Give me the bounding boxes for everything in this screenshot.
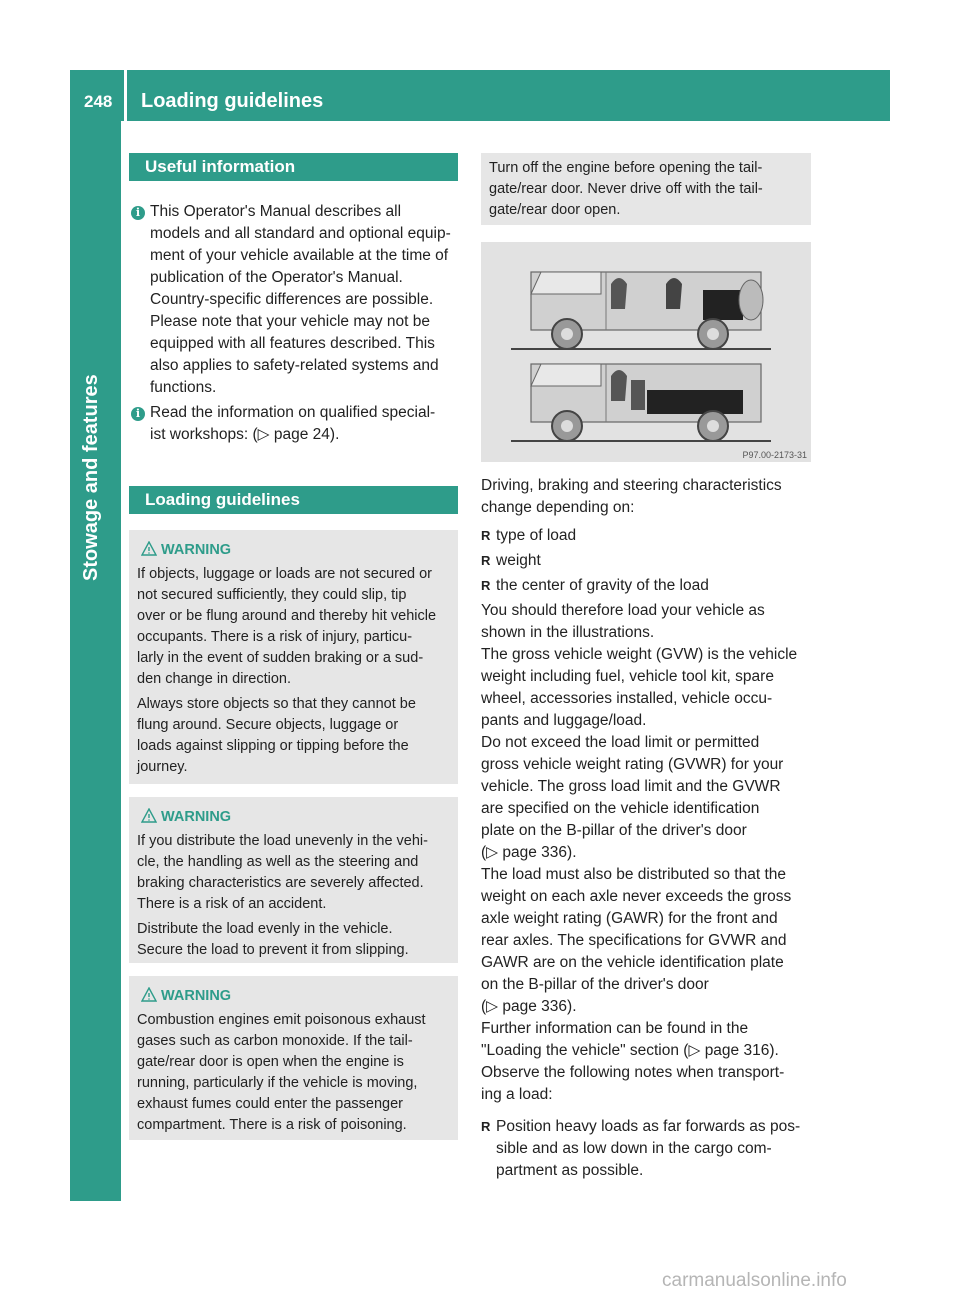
text-line: on the B-pillar of the driver's door bbox=[481, 976, 709, 993]
warning-triangle-icon bbox=[141, 808, 157, 824]
text-line: den change in direction. bbox=[137, 671, 291, 687]
watermark: carmanualsonline.info bbox=[662, 1270, 847, 1291]
vehicle-loading-diagram bbox=[481, 242, 811, 462]
warning-title: WARNING bbox=[161, 988, 232, 1004]
chapter-side-tab[interactable] bbox=[70, 121, 121, 1201]
text-line: plate on the B-pillar of the driver's door bbox=[481, 822, 747, 839]
page-number: 248 bbox=[84, 92, 113, 111]
warning-heading bbox=[137, 540, 450, 560]
text-line: axle weight rating (GAWR) for the front and bbox=[481, 910, 778, 927]
vehicle-illustration-top bbox=[511, 272, 771, 349]
text-line: This Operator's Manual describes all bbox=[150, 203, 402, 220]
info-icon: i bbox=[131, 407, 145, 421]
text-line: weight on each axle never exceeds the gross bbox=[481, 888, 792, 905]
warning-text bbox=[137, 831, 450, 915]
loading-illustration bbox=[481, 242, 811, 462]
text-line: The gross vehicle weight (GVW) is the vehicle bbox=[481, 646, 798, 663]
text-line: also applies to safety-related systems and bbox=[150, 357, 439, 374]
text-line: pants and luggage/load. bbox=[481, 712, 647, 729]
header-divider bbox=[124, 70, 127, 121]
text-line: Always store objects so that they cannot be bbox=[137, 696, 416, 712]
text-line: publication of the Operator's Manual. bbox=[150, 269, 403, 286]
list-item-text: sible and as low down in the cargo com- bbox=[496, 1140, 772, 1157]
text-line: loads against slipping or tipping before the bbox=[137, 738, 409, 754]
text-line: Combustion engines emit poisonous exhaust bbox=[137, 1012, 426, 1028]
chapter-label: Stowage and features bbox=[80, 374, 102, 581]
bullet-marker: R bbox=[481, 1119, 491, 1134]
loading-guidelines-heading: Loading guidelines bbox=[129, 486, 458, 514]
text-line: Further information can be found in the bbox=[481, 1020, 749, 1037]
list-item bbox=[481, 1116, 821, 1182]
warning-triangle-icon bbox=[141, 987, 157, 1003]
warning-title: WARNING bbox=[161, 809, 232, 825]
warning-instruction bbox=[137, 919, 450, 961]
page-header bbox=[70, 70, 890, 121]
text-line: over or be flung around and thereby hit vehicle bbox=[137, 608, 437, 624]
text-line: Country-specific differences are possible. bbox=[150, 291, 434, 308]
text-line: models and all standard and optional equip- bbox=[150, 225, 451, 242]
text-line: functions. bbox=[150, 379, 217, 396]
text-line: flung around. Secure objects, luggage or bbox=[137, 717, 399, 733]
text-line: gases such as carbon monoxide. If the tail- bbox=[137, 1033, 413, 1049]
warning-instruction bbox=[137, 694, 450, 778]
list-item bbox=[481, 575, 816, 597]
warning-text bbox=[137, 564, 450, 690]
text-line: exhaust fumes could enter the passenger bbox=[137, 1096, 403, 1112]
text-line: Read the information on qualified special- bbox=[150, 404, 436, 421]
page-reference-link[interactable]: ist workshops: (▷ page 24). bbox=[150, 426, 340, 443]
warning-heading bbox=[137, 807, 450, 827]
text-line: Please note that your vehicle may not be bbox=[150, 313, 431, 330]
text-line: weight including fuel, vehicle tool kit, spare bbox=[481, 668, 774, 685]
warning-box bbox=[129, 976, 458, 1140]
text-line: are specified on the vehicle identification bbox=[481, 800, 760, 817]
list-item bbox=[481, 525, 816, 547]
tailgate-notice-box bbox=[481, 153, 811, 225]
text-line: If objects, luggage or loads are not secured or bbox=[137, 566, 433, 582]
text-line: running, particularly if the vehicle is moving, bbox=[137, 1075, 418, 1091]
text-line: gate/rear door is open when the engine is bbox=[137, 1054, 404, 1070]
list-item bbox=[481, 550, 816, 572]
text-line: rear axles. The specifications for GVWR and bbox=[481, 932, 787, 949]
text-line: Do not exceed the load limit or permitted bbox=[481, 734, 760, 751]
info-icon: i bbox=[131, 206, 145, 220]
text-line: Secure the load to prevent it from slipping. bbox=[137, 942, 409, 958]
text-line: gate/rear door open. bbox=[489, 202, 621, 218]
text-line: Driving, braking and steering characteristics bbox=[481, 477, 782, 494]
warning-triangle-icon bbox=[141, 541, 157, 557]
warning-box bbox=[129, 530, 458, 784]
list-item-text: the center of gravity of the load bbox=[496, 577, 709, 594]
figure-reference: P97.00-2173-31 bbox=[742, 450, 807, 460]
text-line: wheel, accessories installed, vehicle occu- bbox=[481, 690, 773, 707]
text-line: braking characteristics are severely affected. bbox=[137, 875, 424, 891]
info-note-manual bbox=[150, 201, 460, 399]
bullet-marker: R bbox=[481, 578, 491, 593]
text-line: shown in the illustrations. bbox=[481, 624, 655, 641]
text-line: ing a load: bbox=[481, 1086, 553, 1103]
text-line: change depending on: bbox=[481, 499, 635, 516]
warning-text bbox=[137, 1010, 450, 1136]
text-line: cle, the handling as well as the steering and bbox=[137, 854, 419, 870]
text-line: gate/rear door. Never drive off with the tail- bbox=[489, 181, 763, 197]
text-line: The load must also be distributed so that the bbox=[481, 866, 787, 883]
list-item-text: weight bbox=[496, 552, 541, 569]
warning-heading bbox=[137, 986, 450, 1006]
text-line: compartment. There is a risk of poisoning. bbox=[137, 1117, 407, 1133]
page-reference-link[interactable]: "Loading the vehicle" section (▷ page 316). bbox=[481, 1042, 779, 1059]
text-line: larly in the event of sudden braking or a sud- bbox=[137, 650, 424, 666]
text-line: If you distribute the load unevenly in the vehi- bbox=[137, 833, 428, 849]
text-line: gross vehicle weight rating (GVWR) for your bbox=[481, 756, 784, 773]
useful-information-heading: Useful information bbox=[129, 153, 458, 181]
loading-body-text bbox=[481, 600, 821, 1106]
text-line: Distribute the load evenly in the vehicle. bbox=[137, 921, 393, 937]
text-line: occupants. There is a risk of injury, particu- bbox=[137, 629, 413, 645]
list-item-text: Position heavy loads as far forwards as pos- bbox=[496, 1118, 801, 1135]
text-line: journey. bbox=[137, 759, 188, 775]
driving-characteristics-intro bbox=[481, 475, 816, 519]
text-line: GAWR are on the vehicle identification plate bbox=[481, 954, 784, 971]
page-reference-link[interactable]: (▷ page 336). bbox=[481, 844, 577, 861]
text-line: vehicle. The gross load limit and the GVWR bbox=[481, 778, 781, 795]
info-note-workshops bbox=[150, 402, 460, 446]
text-line: ment of your vehicle available at the time of bbox=[150, 247, 449, 264]
text-line: equipped with all features described. This bbox=[150, 335, 435, 352]
warning-box bbox=[129, 797, 458, 963]
text-line: There is a risk of an accident. bbox=[137, 896, 327, 912]
bullet-marker: R bbox=[481, 553, 491, 568]
text-line: You should therefore load your vehicle as bbox=[481, 602, 765, 619]
text-line: Turn off the engine before opening the tail- bbox=[489, 160, 763, 176]
page-title: Loading guidelines bbox=[141, 90, 324, 112]
page-reference-link[interactable]: (▷ page 336). bbox=[481, 998, 577, 1015]
text-line: not secured sufficiently, they could slip, tip bbox=[137, 587, 407, 603]
bullet-marker: R bbox=[481, 528, 491, 543]
vehicle-illustration-bottom bbox=[511, 364, 771, 441]
list-item-text: type of load bbox=[496, 527, 577, 544]
list-item-text: partment as possible. bbox=[496, 1162, 644, 1179]
text-line: Observe the following notes when transport- bbox=[481, 1064, 785, 1081]
warning-title: WARNING bbox=[161, 542, 232, 558]
